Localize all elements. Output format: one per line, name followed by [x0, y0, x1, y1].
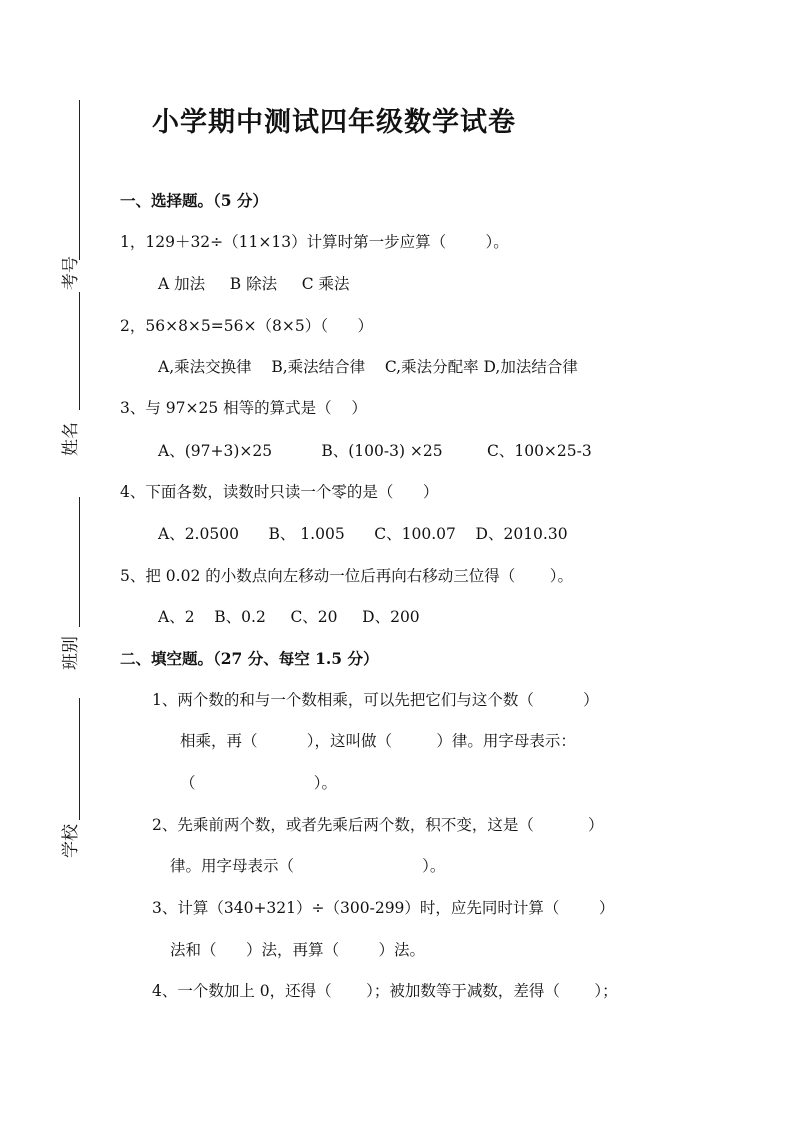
margin-label-xingming: 姓名 — [61, 422, 81, 456]
margin-line-class-school — [79, 698, 80, 820]
question-5: 5、把 0.02 的小数点向左移动一位后再向右移动三位得（ ）。 — [120, 567, 573, 585]
question-4: 4、下面各数，读数时只读一个零的是（ ） — [120, 483, 439, 501]
margin-label-banbie: 班别 — [61, 636, 81, 670]
margin-label-xuexiao: 学校 — [61, 824, 81, 858]
fill-4-line-a: 4、一个数加上 0，还得（ ）；被加数等于减数，差得（ ）； — [152, 982, 618, 1000]
fill-1-line-b: 相乘，再（ ），这叫做（ ）律。用字母表示： — [180, 732, 576, 750]
question-2: 2，56×8×5=56×（8×5）（ ） — [120, 317, 374, 335]
question-2-options: A,乘法交换律 B,乘法结合律 C,乘法分配率 D,加法结合律 — [158, 358, 578, 376]
question-3-options: A、(97+3)×25 B、(100-3) ×25 C、100×25-3 — [158, 442, 592, 460]
fill-3-line-b: 法和（ ）法，再算（ ）法。 — [170, 941, 425, 959]
margin-line-top — [79, 100, 80, 260]
margin-line-kaohao-name — [79, 292, 80, 410]
question-3: 3、与 97×25 相等的算式是（ ） — [120, 399, 367, 417]
fill-2-line-a: 2、先乘前两个数，或者先乘后两个数，积不变，这是（ ） — [152, 816, 604, 834]
fill-2-line-b: 律。用字母表示（ ）。 — [170, 857, 446, 875]
page-title: 小学期中测试四年级数学试卷 — [152, 107, 516, 138]
margin-line-name-class — [79, 497, 80, 627]
section1-heading: 一、选择题。（5 分） — [120, 191, 268, 210]
question-5-options: A、2 B、0.2 C、20 D、200 — [158, 608, 420, 626]
margin-label-kaohao: 考号 — [61, 256, 81, 290]
question-1: 1，129＋32÷（11×13）计算时第一步应算（ ）。 — [120, 233, 509, 251]
question-4-options: A、2.0500 B、 1.005 C、100.07 D、2010.30 — [158, 525, 568, 543]
question-1-options: A 加法 B 除法 C 乘法 — [158, 275, 350, 293]
fill-3-line-a: 3、计算（340+321）÷（300-299）时，应先同时计算（ ） — [152, 899, 615, 917]
section2-heading: 二、填空题。（27 分、每空 1.5 分） — [120, 649, 379, 668]
fill-1-line-c: （ ）。 — [180, 774, 337, 792]
fill-1-line-a: 1、两个数的和与一个数相乘，可以先把它们与这个数（ ） — [152, 691, 599, 709]
